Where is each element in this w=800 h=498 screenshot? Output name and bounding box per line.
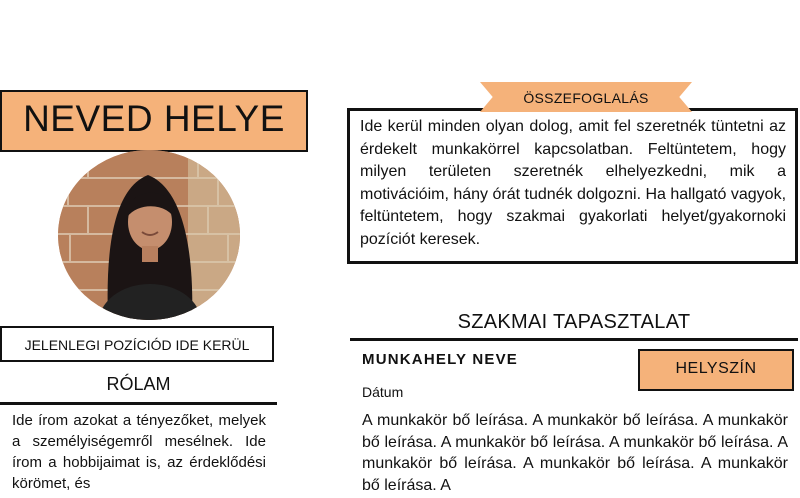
profile-photo-image (58, 150, 240, 320)
job-date: Dátum (362, 384, 404, 400)
job-description: A munkakör bő leírása. A munkakör bő leírása. A munkakör bő leírása. A munkakör bő leírása. A munkakör bő leírása. A munkakör bő leírása. A munkakör bő leírása. A munkakör bő leírása. A (362, 412, 788, 494)
experience-title: SZAKMAI TAPASZTALAT (457, 311, 691, 333)
summary-title: ÖSSZEFOGLALÁS (523, 90, 649, 106)
position-text: JELENLEGI POZÍCIÓD IDE KERÜL (24, 337, 250, 353)
about-divider (0, 402, 277, 405)
name-title: NEVED HELYE (23, 98, 285, 139)
job-title: MUNKAHELY NEVE (362, 351, 518, 368)
location-label: HELYSZÍN (675, 360, 757, 377)
summary-body: Ide kerül minden olyan dolog, amit fel szeretnék tüntetni az érdekelt munkakörrel kapcsolatban. Feltüntetem, hogy milyen területen szeretnék elhelyezkedni, mik a motivációim, hány órát tudnék dolgozni. Ha hallgató vagyok, feltüntetem, hogy szakmai gyakorlati helyet/gyakornoki pozíciót keresek. (360, 118, 786, 248)
profile-photo (58, 150, 240, 320)
about-body: Ide írom azokat a tényezőket, melyek a személyiségemről mesélnek. Ide írom a hobbijaimat is, az érdeklődési körömet, és (12, 412, 266, 492)
about-title: RÓLAM (106, 374, 171, 394)
experience-divider (350, 338, 798, 341)
